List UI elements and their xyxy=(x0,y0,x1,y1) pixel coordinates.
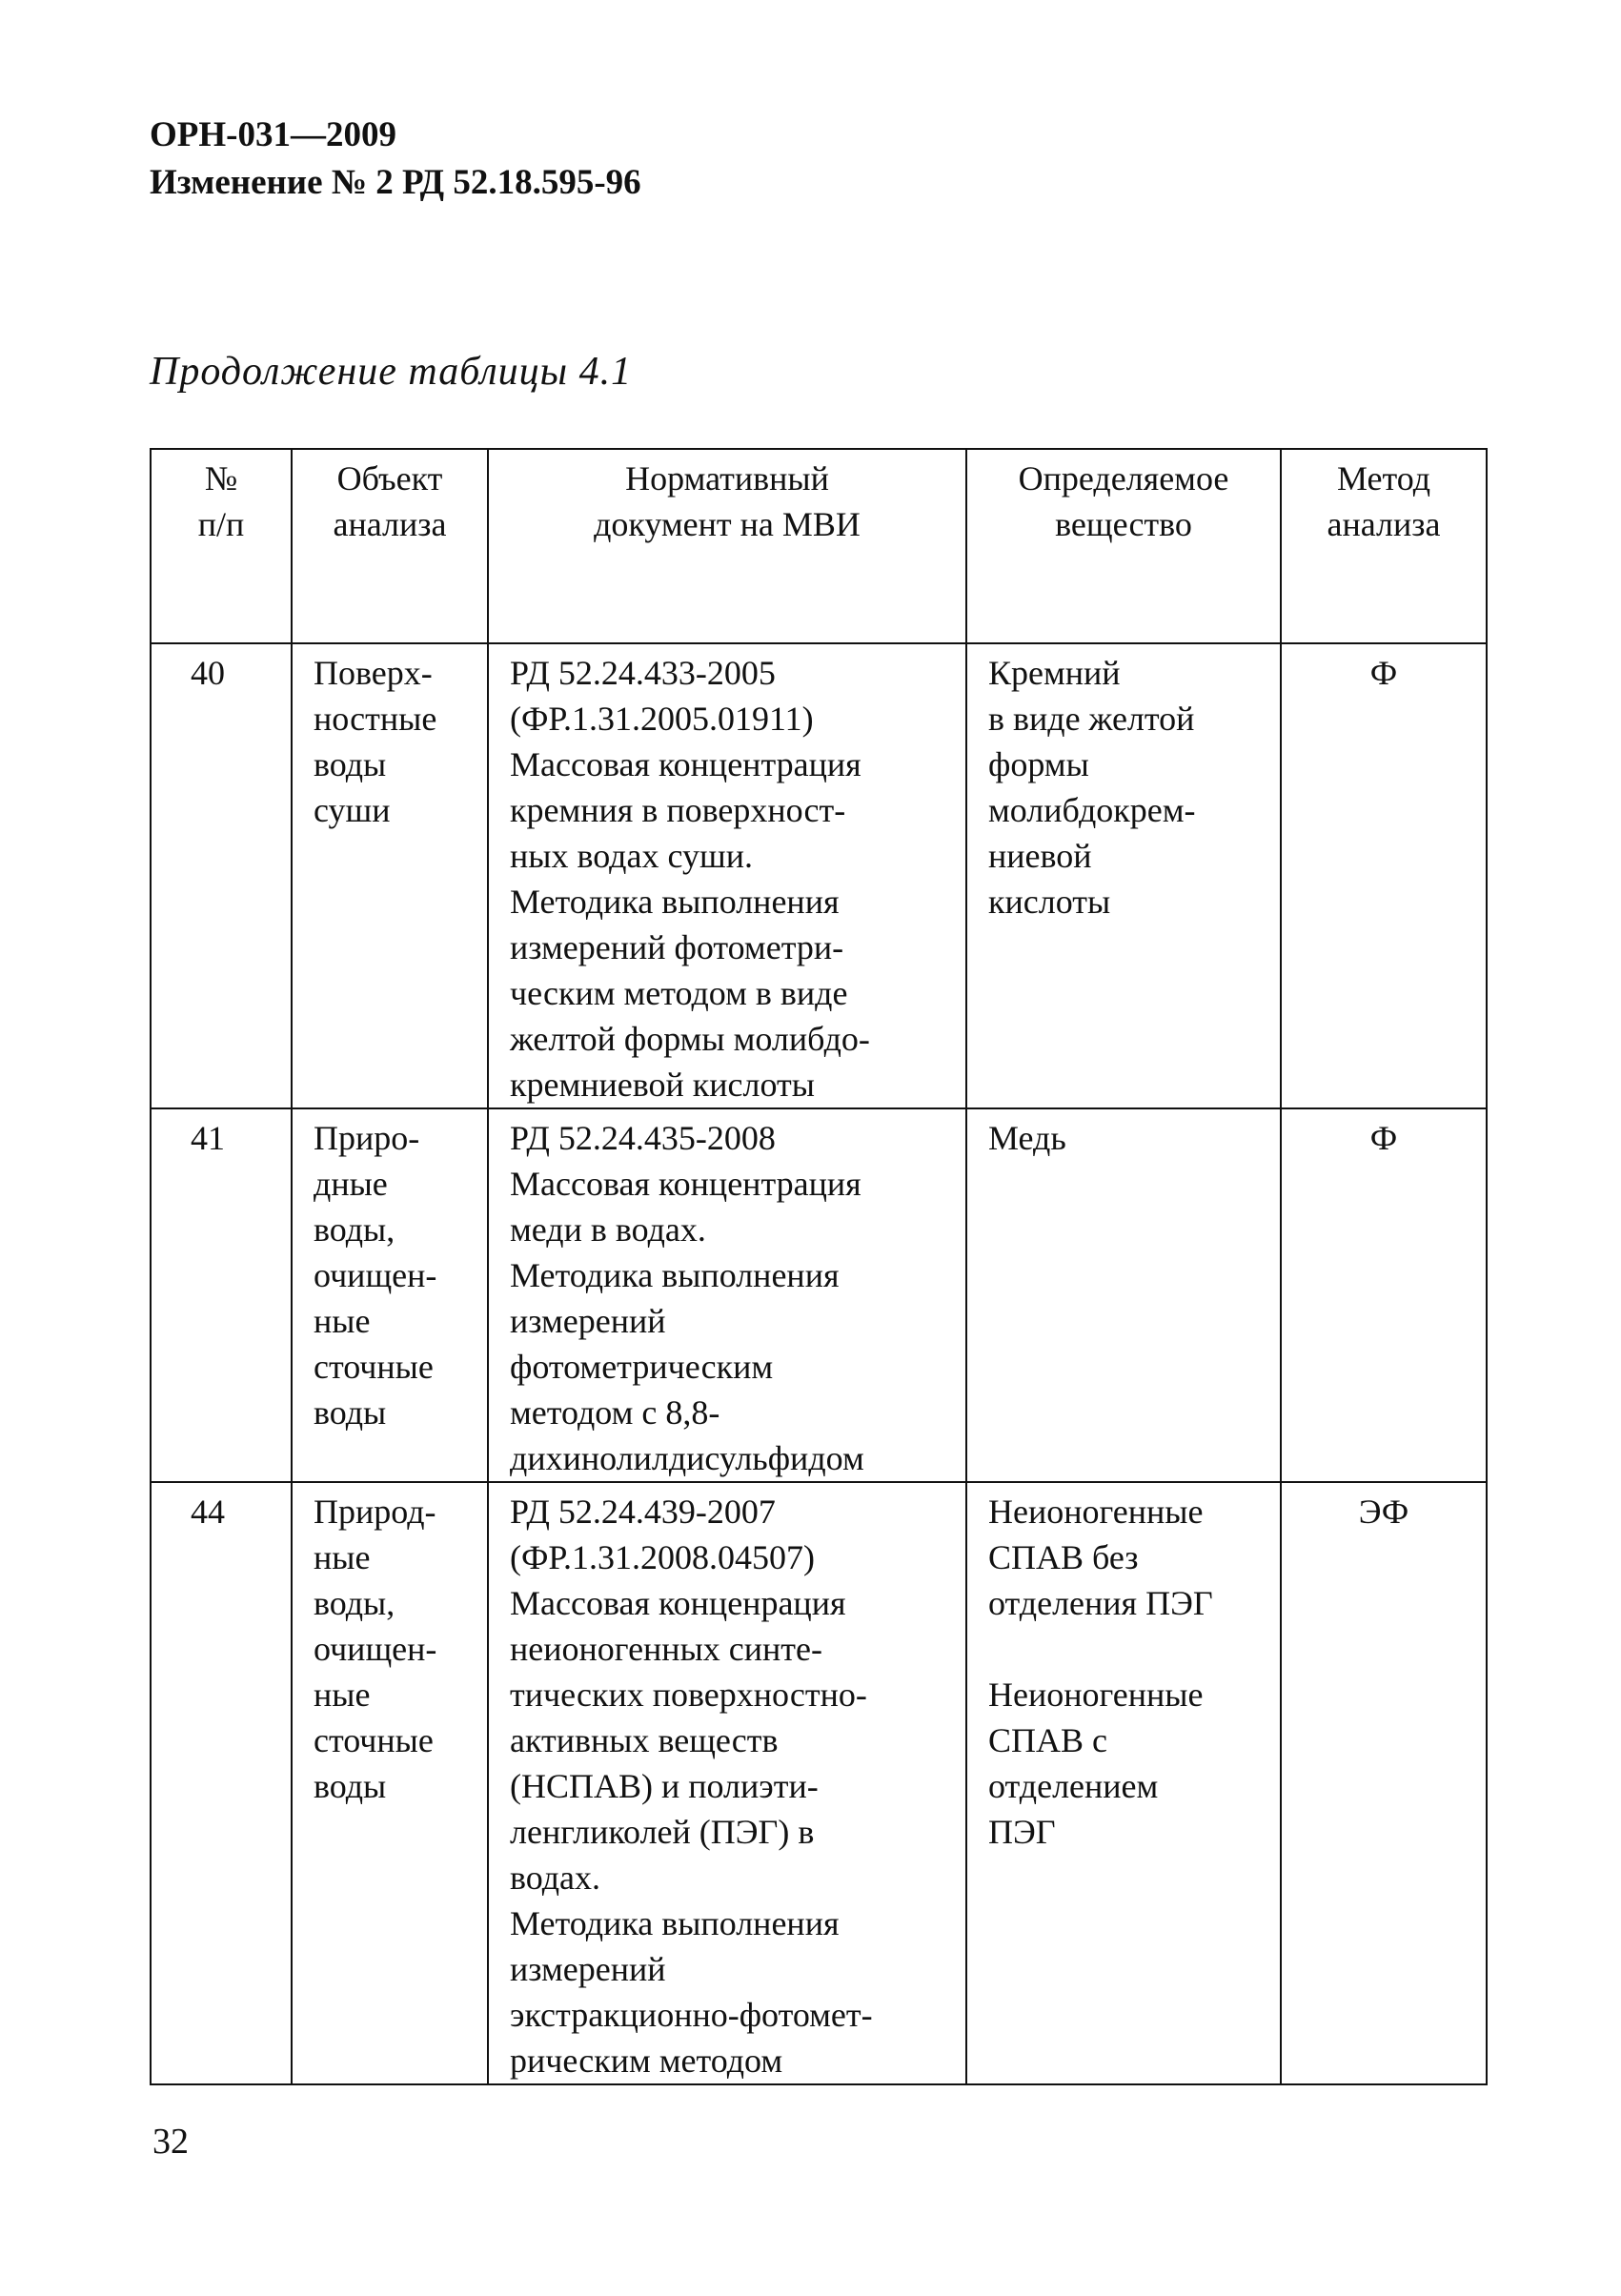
row-number: 40 xyxy=(151,643,292,1108)
page-number: 32 xyxy=(152,2122,189,2162)
amendment-title: Изменение № 2 РД 52.18.595-96 xyxy=(150,163,641,202)
col-header-object: Объект анализа xyxy=(292,449,488,643)
row-object: Приро- дные воды, очищен- ные сточные воды xyxy=(292,1108,488,1482)
row-object: Поверх- ностные воды суши xyxy=(292,643,488,1108)
row-document: РД 52.24.439-2007 (ФР.1.31.2008.04507) Массовая конценрация неионогенных синте- тических поверхностно- активных веществ (НСПАВ) и полиэти- ленгликолей (ПЭГ) в водах. Методика выполнения измерений экстракционно-фотомет- рическим методом xyxy=(488,1482,966,2084)
col-header-substance: Определяемое вещество xyxy=(966,449,1281,643)
row-substance: Кремний в виде желтой формы молибдокрем- ниевой кислоты xyxy=(966,643,1281,1108)
table-row xyxy=(151,643,1487,1108)
row-document: РД 52.24.435-2008 Массовая концентрация меди в водах. Методика выполнения измерений фотометрическим методом с 8,8- дихинолилдисульфидом xyxy=(488,1108,966,1482)
table-row xyxy=(151,1482,1487,2084)
col-header-method: Метод анализа xyxy=(1281,449,1487,643)
table-header-row xyxy=(151,449,1487,643)
row-substance: Неионогенные СПАВ без отделения ПЭГ Неионогенные СПАВ с отделением ПЭГ xyxy=(966,1482,1281,2084)
row-document: РД 52.24.433-2005 (ФР.1.31.2005.01911) Массовая концентрация кремния в поверхност- ных водах суши. Методика выполнения измерений фотометри- ческим методом в виде желтой формы молибдо- кремниевой кислоты xyxy=(488,643,966,1108)
row-substance: Медь xyxy=(966,1108,1281,1482)
row-method: Ф xyxy=(1281,1108,1487,1482)
row-number: 44 xyxy=(151,1482,292,2084)
row-method: Ф xyxy=(1281,643,1487,1108)
document-code: ОРН-031—2009 xyxy=(150,115,396,154)
row-method: ЭФ xyxy=(1281,1482,1487,2084)
col-header-document: Нормативный документ на МВИ xyxy=(488,449,966,643)
col-header-number: № п/п xyxy=(151,449,292,643)
table-row xyxy=(151,1108,1487,1482)
row-object: Природ- ные воды, очищен- ные сточные воды xyxy=(292,1482,488,2084)
row-number: 41 xyxy=(151,1108,292,1482)
methods-table xyxy=(150,448,1488,2085)
table-continuation-title: Продолжение таблицы 4.1 xyxy=(150,350,633,394)
